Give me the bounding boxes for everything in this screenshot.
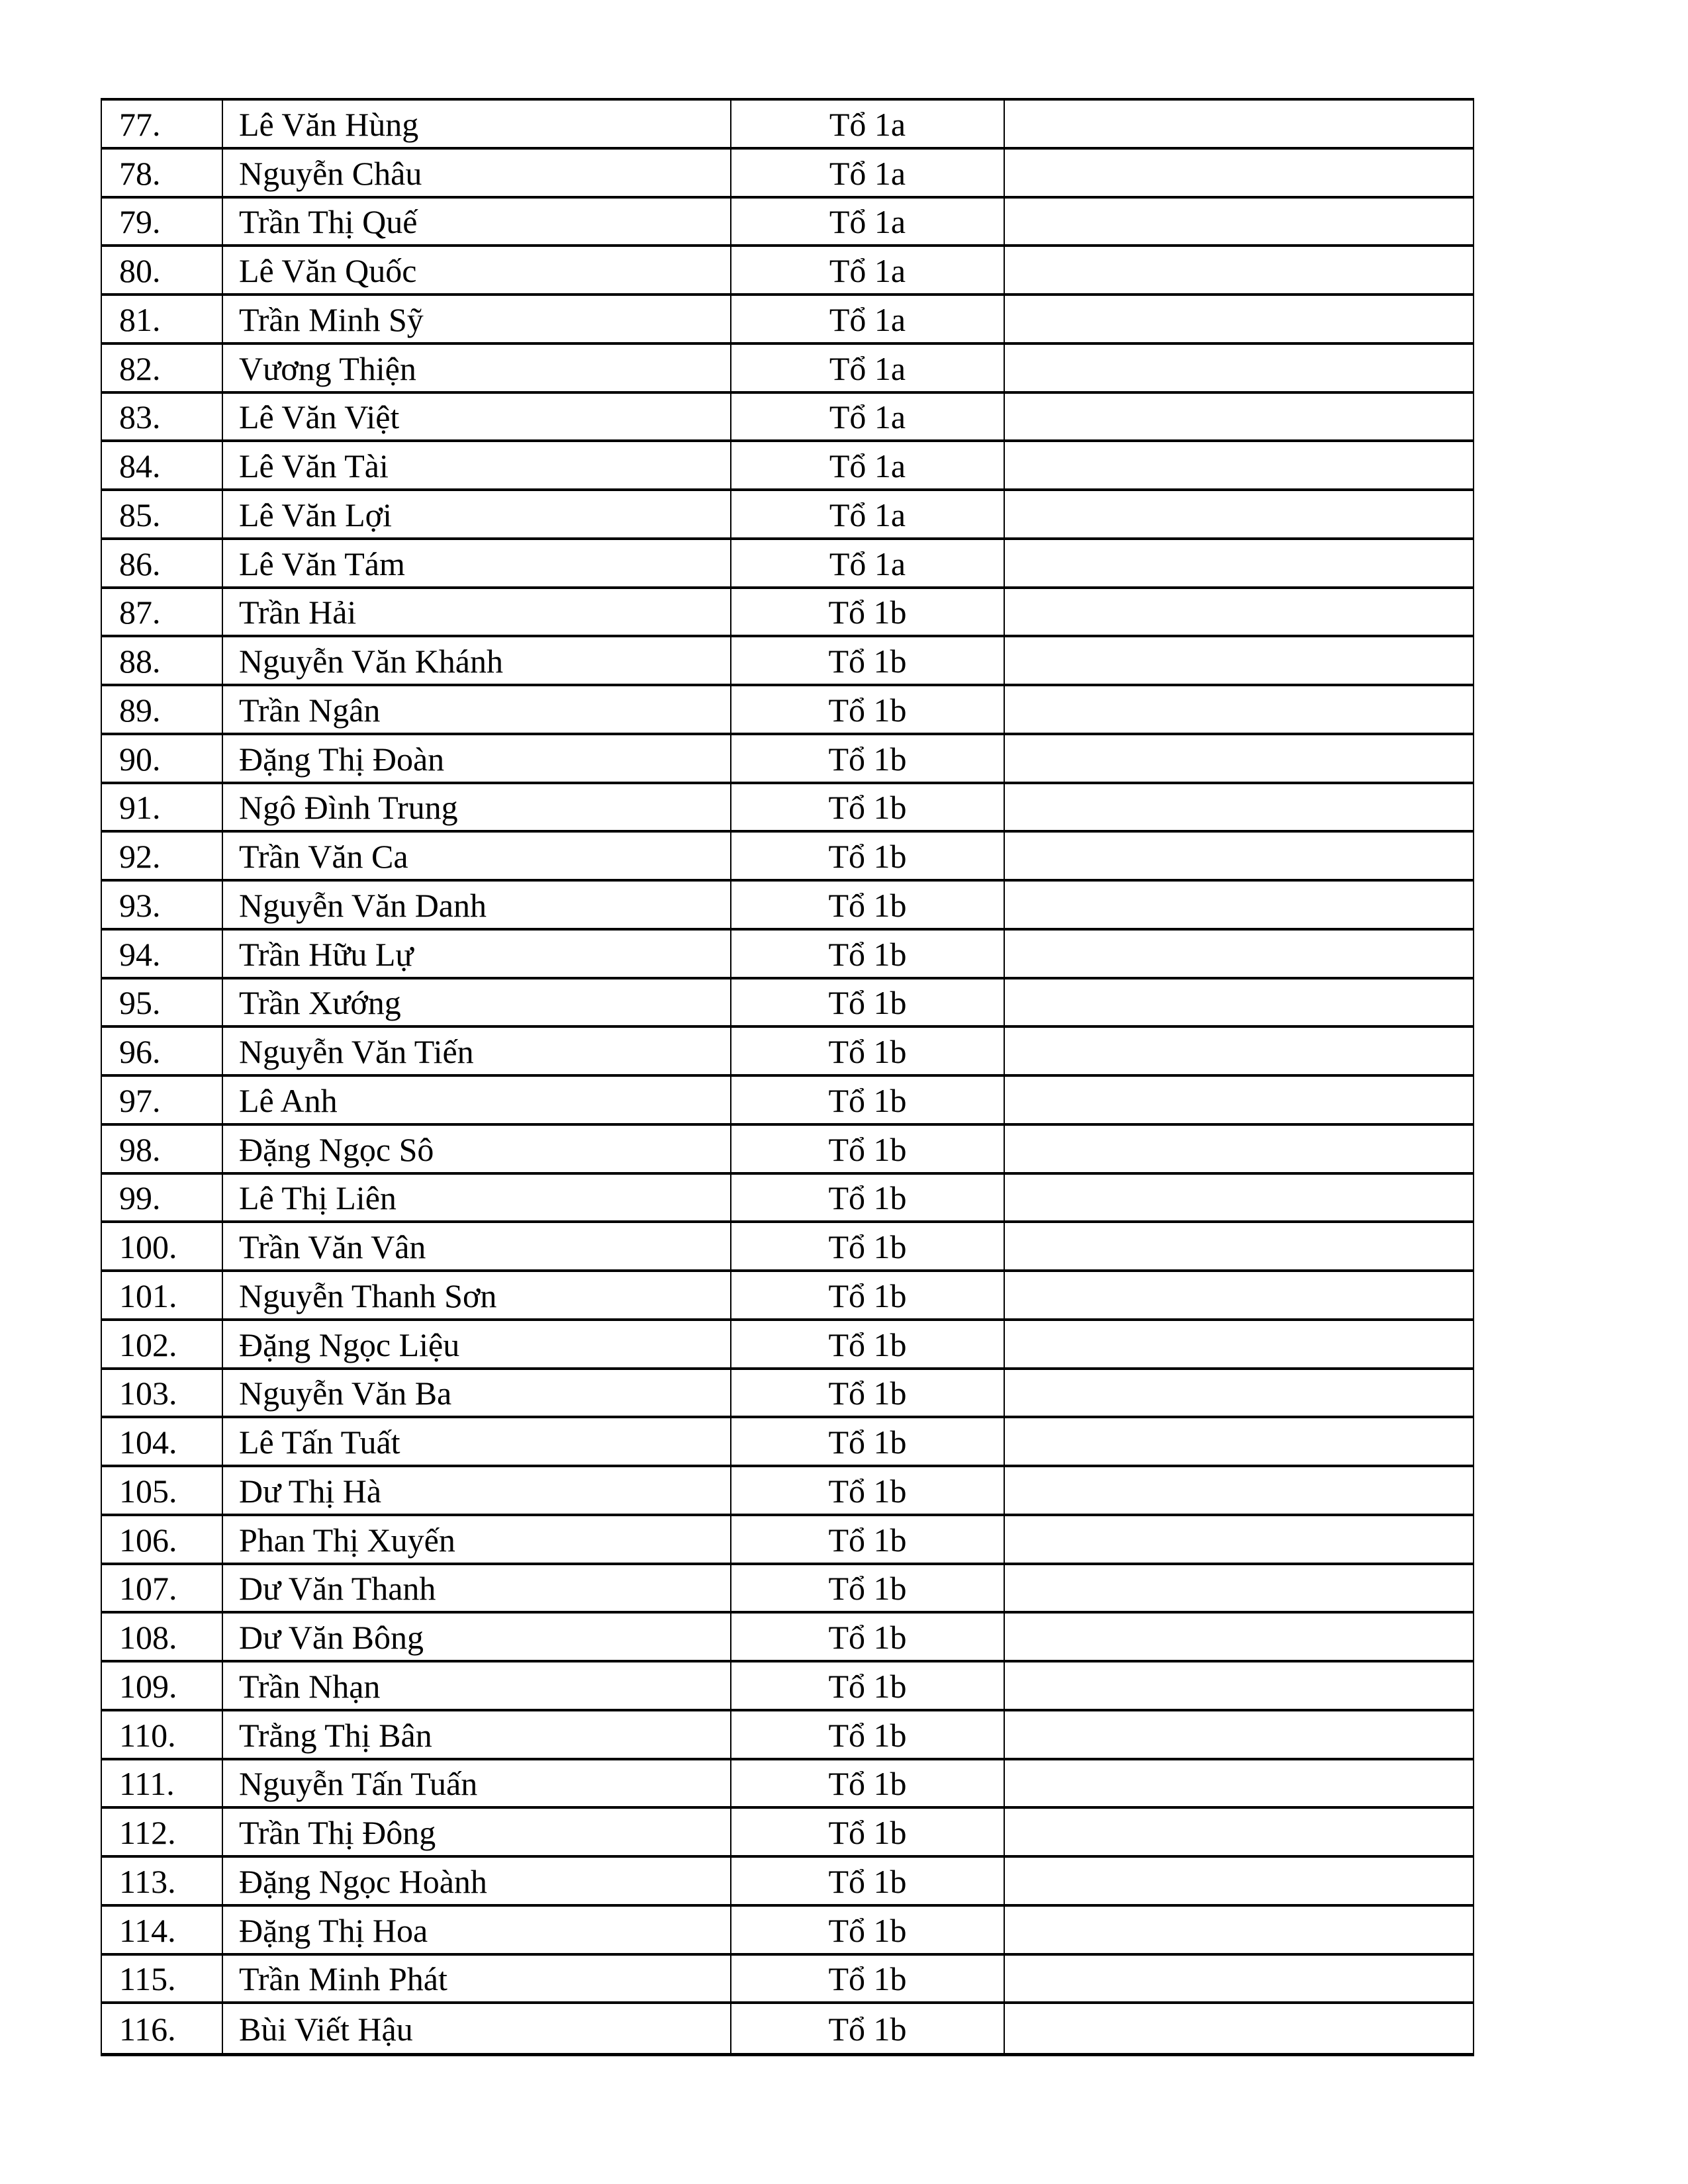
name-cell: Nguyễn Thanh Sơn <box>223 1272 731 1321</box>
notes-cell <box>1005 491 1473 540</box>
group-cell: Tổ 1b <box>731 882 1005 931</box>
row-number-cell: 81. <box>102 296 223 345</box>
row-number-cell: 88. <box>102 637 223 686</box>
name-cell: Trần Xướng <box>223 979 731 1028</box>
group-cell: Tổ 1b <box>731 1956 1005 2005</box>
group-cell: Tổ 1b <box>731 979 1005 1028</box>
row-number-cell: 92. <box>102 833 223 882</box>
notes-cell <box>1005 150 1473 199</box>
name-cell: Đặng Thị Đoàn <box>223 735 731 784</box>
group-cell: Tổ 1b <box>731 735 1005 784</box>
name-cell: Lê Thị Liên <box>223 1175 731 1224</box>
row-number-cell: 111. <box>102 1760 223 1809</box>
group-cell: Tổ 1b <box>731 1418 1005 1467</box>
notes-cell <box>1005 1126 1473 1175</box>
group-cell: Tổ 1b <box>731 1662 1005 1711</box>
notes-cell <box>1005 1760 1473 1809</box>
name-cell: Đặng Ngọc Sô <box>223 1126 731 1175</box>
row-number-cell: 109. <box>102 1662 223 1711</box>
name-cell: Trần Hữu Lự <box>223 931 731 979</box>
notes-cell <box>1005 1662 1473 1711</box>
notes-cell <box>1005 979 1473 1028</box>
group-cell: Tổ 1b <box>731 1223 1005 1272</box>
name-cell: Lê Văn Lợi <box>223 491 731 540</box>
row-number-cell: 83. <box>102 394 223 443</box>
row-number-cell: 96. <box>102 1028 223 1077</box>
name-cell: Đặng Ngọc Hoành <box>223 1858 731 1907</box>
name-cell: Lê Văn Việt <box>223 394 731 443</box>
row-number-cell: 110. <box>102 1711 223 1760</box>
name-cell: Lê Anh <box>223 1077 731 1126</box>
notes-cell <box>1005 589 1473 638</box>
name-cell: Nguyễn Châu <box>223 150 731 199</box>
name-cell: Lê Tấn Tuất <box>223 1418 731 1467</box>
name-cell: Trần Nhạn <box>223 1662 731 1711</box>
notes-cell <box>1005 1028 1473 1077</box>
group-cell: Tổ 1b <box>731 1175 1005 1224</box>
row-number-cell: 97. <box>102 1077 223 1126</box>
name-cell: Lê Văn Tám <box>223 540 731 589</box>
row-number-cell: 114. <box>102 1907 223 1956</box>
group-cell: Tổ 1a <box>731 101 1005 150</box>
group-cell: Tổ 1b <box>731 1858 1005 1907</box>
name-cell: Dư Thị Hà <box>223 1467 731 1516</box>
group-cell: Tổ 1b <box>731 833 1005 882</box>
group-cell: Tổ 1b <box>731 1907 1005 1956</box>
notes-cell <box>1005 1077 1473 1126</box>
notes-cell <box>1005 931 1473 979</box>
notes-cell <box>1005 1809 1473 1858</box>
notes-cell <box>1005 833 1473 882</box>
notes-cell <box>1005 1907 1473 1956</box>
row-number-cell: 113. <box>102 1858 223 1907</box>
notes-cell <box>1005 1223 1473 1272</box>
group-cell: Tổ 1b <box>731 637 1005 686</box>
name-cell: Lê Văn Quốc <box>223 247 731 296</box>
row-number-cell: 104. <box>102 1418 223 1467</box>
name-cell: Lê Văn Hùng <box>223 101 731 150</box>
row-number-cell: 86. <box>102 540 223 589</box>
notes-cell <box>1005 784 1473 833</box>
group-cell: Tổ 1b <box>731 1321 1005 1370</box>
group-cell: Tổ 1b <box>731 2004 1005 2053</box>
group-cell: Tổ 1a <box>731 442 1005 491</box>
name-cell: Đặng Thị Hoa <box>223 1907 731 1956</box>
row-number-cell: 101. <box>102 1272 223 1321</box>
name-cell: Trần Minh Phát <box>223 1956 731 2005</box>
group-cell: Tổ 1b <box>731 1516 1005 1565</box>
notes-cell <box>1005 394 1473 443</box>
notes-cell <box>1005 247 1473 296</box>
row-number-cell: 79. <box>102 199 223 248</box>
group-cell: Tổ 1b <box>731 931 1005 979</box>
name-cell: Trằng Thị Bân <box>223 1711 731 1760</box>
name-cell: Trần Hải <box>223 589 731 638</box>
notes-cell <box>1005 882 1473 931</box>
notes-cell <box>1005 686 1473 735</box>
notes-cell <box>1005 1175 1473 1224</box>
roster-table <box>101 98 1474 2056</box>
name-cell: Vương Thiện <box>223 345 731 394</box>
notes-cell <box>1005 637 1473 686</box>
group-cell: Tổ 1a <box>731 247 1005 296</box>
row-number-cell: 85. <box>102 491 223 540</box>
row-number-cell: 107. <box>102 1565 223 1614</box>
group-cell: Tổ 1a <box>731 394 1005 443</box>
name-cell: Trần Văn Ca <box>223 833 731 882</box>
name-cell: Nguyễn Văn Tiến <box>223 1028 731 1077</box>
group-cell: Tổ 1b <box>731 1077 1005 1126</box>
name-cell: Nguyễn Văn Danh <box>223 882 731 931</box>
row-number-cell: 102. <box>102 1321 223 1370</box>
name-cell: Lê Văn Tài <box>223 442 731 491</box>
notes-cell <box>1005 1418 1473 1467</box>
row-number-cell: 106. <box>102 1516 223 1565</box>
notes-cell <box>1005 1858 1473 1907</box>
name-cell: Trần Thị Quế <box>223 199 731 248</box>
name-cell: Nguyễn Văn Ba <box>223 1370 731 1419</box>
row-number-cell: 78. <box>102 150 223 199</box>
notes-cell <box>1005 1956 1473 2005</box>
notes-cell <box>1005 1272 1473 1321</box>
name-cell: Nguyễn Tấn Tuấn <box>223 1760 731 1809</box>
notes-cell <box>1005 1565 1473 1614</box>
row-number-cell: 80. <box>102 247 223 296</box>
row-number-cell: 108. <box>102 1614 223 1662</box>
notes-cell <box>1005 2004 1473 2053</box>
notes-cell <box>1005 296 1473 345</box>
notes-cell <box>1005 101 1473 150</box>
group-cell: Tổ 1b <box>731 1028 1005 1077</box>
group-cell: Tổ 1b <box>731 1370 1005 1419</box>
notes-cell <box>1005 540 1473 589</box>
name-cell: Phan Thị Xuyến <box>223 1516 731 1565</box>
row-number-cell: 98. <box>102 1126 223 1175</box>
row-number-cell: 87. <box>102 589 223 638</box>
group-cell: Tổ 1b <box>731 1809 1005 1858</box>
group-cell: Tổ 1b <box>731 1565 1005 1614</box>
group-cell: Tổ 1b <box>731 1126 1005 1175</box>
name-cell: Nguyễn Văn Khánh <box>223 637 731 686</box>
notes-cell <box>1005 1370 1473 1419</box>
name-cell: Trần Thị Đông <box>223 1809 731 1858</box>
notes-cell <box>1005 199 1473 248</box>
group-cell: Tổ 1b <box>731 1760 1005 1809</box>
group-cell: Tổ 1b <box>731 1467 1005 1516</box>
group-cell: Tổ 1b <box>731 784 1005 833</box>
name-cell: Bùi Viết Hậu <box>223 2004 731 2053</box>
notes-cell <box>1005 735 1473 784</box>
group-cell: Tổ 1a <box>731 540 1005 589</box>
name-cell: Đặng Ngọc Liệu <box>223 1321 731 1370</box>
group-cell: Tổ 1a <box>731 296 1005 345</box>
group-cell: Tổ 1b <box>731 1711 1005 1760</box>
group-cell: Tổ 1a <box>731 199 1005 248</box>
notes-cell <box>1005 1321 1473 1370</box>
group-cell: Tổ 1b <box>731 1614 1005 1662</box>
notes-cell <box>1005 1711 1473 1760</box>
group-cell: Tổ 1a <box>731 150 1005 199</box>
row-number-cell: 99. <box>102 1175 223 1224</box>
notes-cell <box>1005 442 1473 491</box>
row-number-cell: 89. <box>102 686 223 735</box>
row-number-cell: 93. <box>102 882 223 931</box>
group-cell: Tổ 1a <box>731 345 1005 394</box>
name-cell: Dư Văn Bông <box>223 1614 731 1662</box>
group-cell: Tổ 1a <box>731 491 1005 540</box>
row-number-cell: 95. <box>102 979 223 1028</box>
row-number-cell: 91. <box>102 784 223 833</box>
row-number-cell: 77. <box>102 101 223 150</box>
notes-cell <box>1005 1467 1473 1516</box>
name-cell: Dư Văn Thanh <box>223 1565 731 1614</box>
group-cell: Tổ 1b <box>731 589 1005 638</box>
name-cell: Trần Văn Vân <box>223 1223 731 1272</box>
name-cell: Trần Minh Sỹ <box>223 296 731 345</box>
row-number-cell: 84. <box>102 442 223 491</box>
group-cell: Tổ 1b <box>731 686 1005 735</box>
row-number-cell: 103. <box>102 1370 223 1419</box>
row-number-cell: 105. <box>102 1467 223 1516</box>
row-number-cell: 112. <box>102 1809 223 1858</box>
row-number-cell: 116. <box>102 2004 223 2053</box>
row-number-cell: 115. <box>102 1956 223 2005</box>
name-cell: Trần Ngân <box>223 686 731 735</box>
notes-cell <box>1005 345 1473 394</box>
row-number-cell: 82. <box>102 345 223 394</box>
row-number-cell: 94. <box>102 931 223 979</box>
row-number-cell: 100. <box>102 1223 223 1272</box>
group-cell: Tổ 1b <box>731 1272 1005 1321</box>
notes-cell <box>1005 1516 1473 1565</box>
row-number-cell: 90. <box>102 735 223 784</box>
notes-cell <box>1005 1614 1473 1662</box>
name-cell: Ngô Đình Trung <box>223 784 731 833</box>
